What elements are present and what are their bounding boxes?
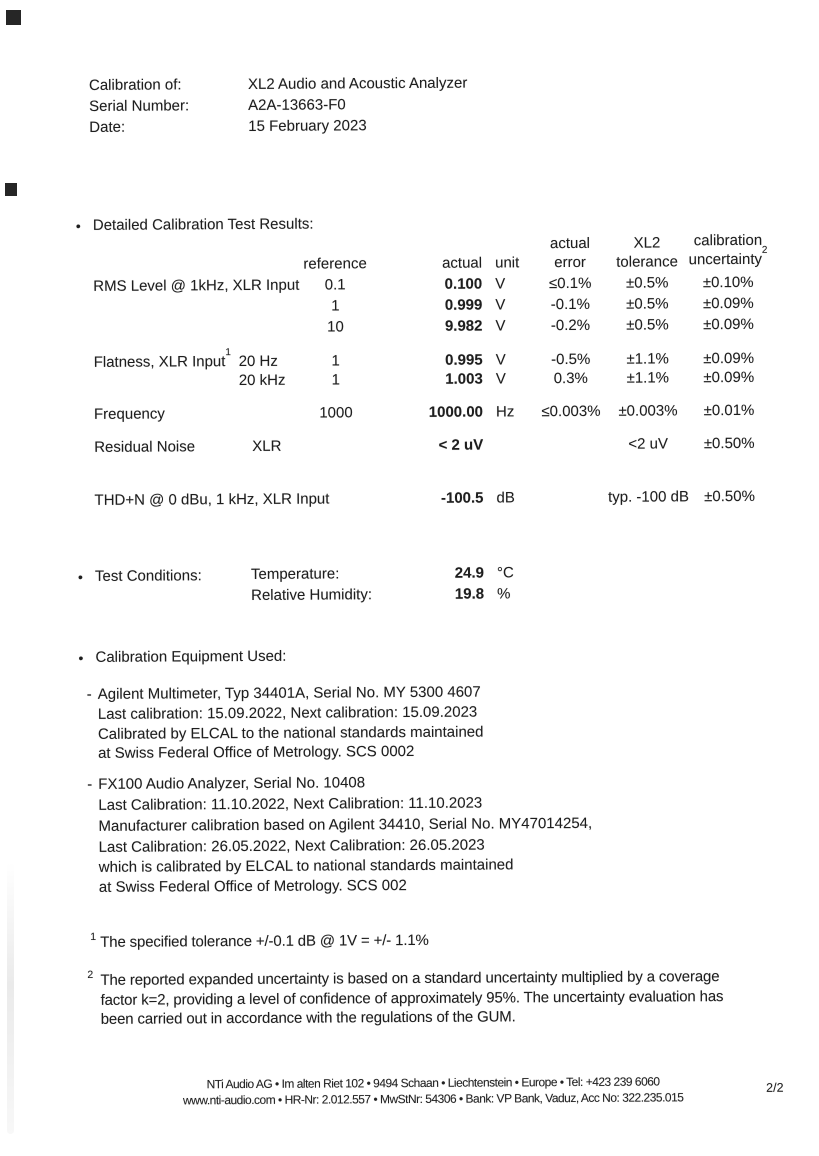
- bullet-icon: •: [75, 218, 81, 235]
- col-header-reference: reference: [303, 255, 367, 273]
- row-tolerance: <2 uV: [628, 435, 669, 453]
- equipment-line: which is calibrated by ELCAL to national standards maintained: [98, 856, 514, 876]
- col-header-actual: actual: [441, 254, 483, 272]
- table-row: [0, 488, 819, 513]
- col-header-uncertainty-text: uncertainty: [688, 250, 763, 269]
- row-actual: 0.999: [444, 296, 483, 314]
- equipment-line: at Swiss Federal Office of Metrology. SCS 002: [98, 877, 407, 896]
- col-header-tolerance-bottom: tolerance: [616, 253, 678, 271]
- row-label-text: THD+N @ 0 dBu, 1 kHz, XLR Input: [94, 490, 330, 509]
- equipment-line: Last Calibration: 11.10.2022, Next Calibration: 11.10.2023: [98, 794, 483, 814]
- condition-unit-humidity: %: [497, 585, 511, 603]
- row-tolerance: ±0.5%: [625, 274, 669, 292]
- table-row: [0, 402, 818, 427]
- row-uncertainty: ±0.09%: [702, 294, 754, 313]
- row-reference: 1: [331, 371, 341, 389]
- row-error: -0.5%: [551, 350, 591, 369]
- row-label-text: RMS Level @ 1kHz, XLR Input: [93, 276, 300, 295]
- uncertainty-footnote-marker: 2: [761, 244, 768, 256]
- footnote-line: The specified tolerance +/-0.1 dB @ 1V = +/- 1.1%: [100, 931, 429, 951]
- row-uncertainty: ±0.50%: [704, 487, 755, 506]
- footnote-line: The reported expanded uncertainty is based on a standard uncertainty multiplied by a coverage: [100, 968, 720, 989]
- row-actual: -100.5: [440, 489, 484, 507]
- list-dash-icon: -: [87, 775, 93, 793]
- col-header-unit: unit: [495, 254, 520, 272]
- row-footnote-marker: 1: [225, 347, 231, 359]
- row-label-text: Frequency: [93, 405, 165, 423]
- row-unit: V: [495, 275, 506, 293]
- equipment-line: Last calibration: 15.09.2022, Next calibration: 15.09.2023: [97, 703, 478, 723]
- field-value-serial-number: A2A-13663-F0: [248, 96, 346, 114]
- row-condition: 20 kHz: [238, 371, 286, 390]
- row-label-text: Residual Noise: [94, 438, 196, 456]
- bullet-icon: •: [77, 568, 83, 586]
- row-tolerance: ±1.1%: [626, 350, 669, 368]
- row-error: -0.1%: [550, 295, 590, 314]
- row-actual: 0.995: [445, 351, 483, 369]
- footnote-marker: 2: [87, 968, 94, 981]
- equipment-line: Agilent Multimeter, Typ 34401A, Serial No. MY 5300 4607: [97, 683, 481, 703]
- row-tolerance: ±1.1%: [626, 369, 670, 387]
- equipment-line: Calibrated by ELCAL to the national standards maintained: [97, 723, 484, 743]
- bullet-icon: •: [78, 649, 84, 667]
- row-actual: < 2 uV: [438, 436, 484, 454]
- field-label-date: Date:: [89, 118, 126, 136]
- section-title-results: Detailed Calibration Test Results:: [92, 215, 314, 234]
- table-row: [0, 316, 818, 341]
- row-unit: V: [495, 351, 506, 369]
- col-header-uncertainty-bottom: [682, 244, 774, 269]
- condition-label-temperature: Temperature:: [250, 565, 340, 583]
- condition-unit-temperature: °C: [496, 564, 514, 582]
- row-uncertainty: ±0.01%: [703, 401, 755, 420]
- row-tolerance: ±0.5%: [626, 316, 669, 334]
- row-error: ≤0.1%: [548, 274, 592, 293]
- row-reference: 1: [331, 297, 340, 315]
- row-actual: 1.003: [445, 370, 483, 388]
- col-header-tolerance-top: XL2: [633, 234, 661, 252]
- row-reference: 0.1: [324, 276, 346, 294]
- row-reference: 10: [327, 318, 344, 336]
- col-header-error-top: actual: [549, 234, 591, 253]
- equipment-line: Last Calibration: 26.05.2022, Next Calibration: 26.05.2023: [98, 836, 485, 856]
- row-unit: Hz: [495, 403, 515, 421]
- page-number: 2/2: [766, 1080, 784, 1095]
- footer-address-line: NTi Audio AG • Im alten Riet 102 • 9494 Schaan • Liechtenstein • Europe • Tel: +423 239 6060: [206, 1074, 660, 1092]
- row-unit: V: [495, 296, 506, 314]
- row-uncertainty: ±0.10%: [702, 273, 754, 292]
- section-title-equipment: Calibration Equipment Used:: [95, 647, 287, 666]
- col-header-uncertainty-top: calibration: [693, 231, 763, 250]
- table-row: [0, 435, 818, 460]
- table-row: [0, 369, 818, 394]
- row-tolerance: ±0.003%: [618, 402, 678, 420]
- row-unit: V: [495, 370, 506, 388]
- list-dash-icon: -: [86, 685, 92, 703]
- row-error: -0.2%: [550, 316, 591, 335]
- field-value-calibration-of: XL2 Audio and Acoustic Analyzer: [247, 74, 468, 93]
- row-condition: XLR: [252, 437, 282, 455]
- row-condition: 20 Hz: [238, 352, 278, 371]
- row-label: [94, 405, 165, 422]
- equipment-line: Manufacturer calibration based on Agilent 34410, Serial No. MY47014254,: [98, 814, 593, 835]
- equipment-line: FX100 Audio Analyzer, Serial No. 10408: [98, 774, 366, 793]
- row-actual: 9.982: [444, 317, 483, 335]
- condition-label-humidity: Relative Humidity:: [251, 586, 373, 604]
- footnote-marker: 1: [90, 930, 97, 943]
- row-actual: 1000.00: [428, 403, 484, 421]
- row-label: [93, 277, 299, 295]
- field-label-calibration-of: Calibration of:: [88, 76, 182, 94]
- row-reference: 1: [331, 352, 340, 370]
- row-uncertainty: ±0.50%: [703, 434, 755, 453]
- row-error: 0.3%: [553, 369, 588, 388]
- field-label-serial-number: Serial Number:: [89, 97, 190, 115]
- condition-value-humidity: 19.8: [454, 585, 485, 603]
- row-label: [94, 490, 329, 508]
- footnote-line: factor k=2, providing a level of confidence of approximately 95%. The uncertainty evaluation has: [100, 988, 724, 1009]
- row-uncertainty: ±0.09%: [703, 315, 754, 334]
- row-unit: dB: [496, 489, 515, 507]
- row-uncertainty: ±0.09%: [703, 368, 755, 387]
- footer-company-line: www.nti-audio.com • HR-Nr: 2.012.557 • MwStNr: 54306 • Bank: VP Bank, Vaduz, Acc No: 322.235.015: [182, 1090, 684, 1108]
- field-value-date: 15 February 2023: [248, 117, 367, 135]
- row-label-text: Flatness, XLR Input: [93, 353, 226, 371]
- row-label: [94, 438, 195, 456]
- row-label: [93, 347, 231, 371]
- row-error: ≤0.003%: [541, 402, 601, 421]
- row-tolerance: ±0.5%: [626, 295, 669, 313]
- footnote-line: been carried out in accordance with the regulations of the GUM.: [100, 1008, 516, 1028]
- col-header-error-bottom: error: [554, 253, 586, 272]
- row-actual: 0.100: [444, 275, 483, 293]
- row-tolerance: typ. -100 dB: [608, 488, 689, 506]
- equipment-line: at Swiss Federal Office of Metrology. SCS 0002: [98, 742, 415, 762]
- row-uncertainty: ±0.09%: [703, 349, 755, 368]
- condition-value-temperature: 24.9: [454, 564, 485, 582]
- row-reference: 1000: [319, 404, 353, 422]
- row-unit: V: [495, 317, 506, 335]
- section-title-test-conditions: Test Conditions:: [94, 567, 202, 585]
